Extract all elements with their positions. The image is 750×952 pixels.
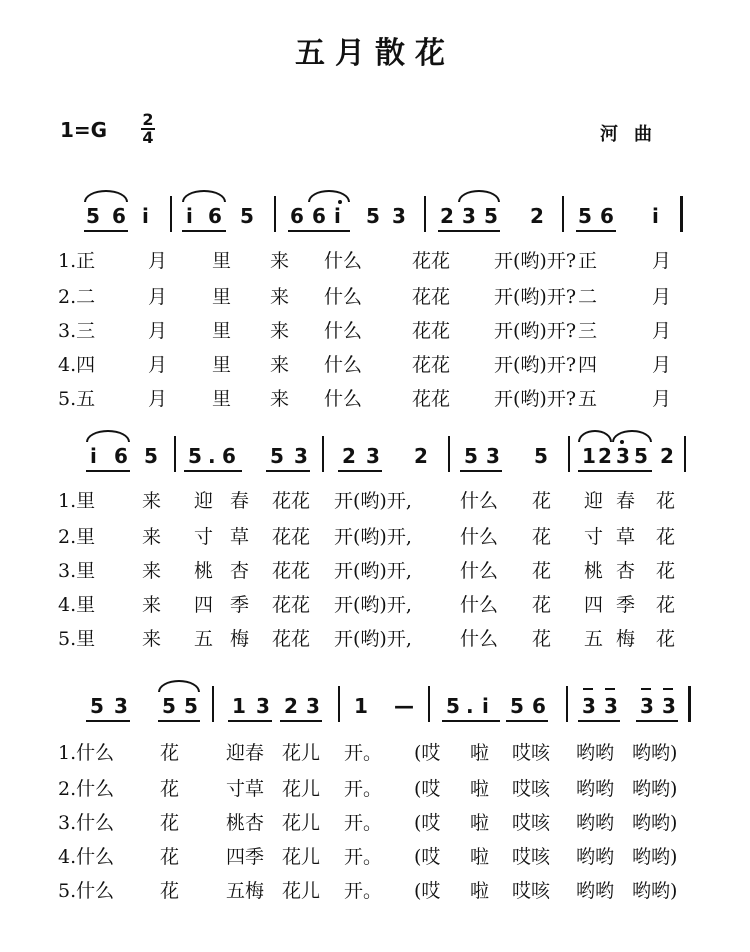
barline [322, 436, 324, 472]
lyric-word: 哎咳 [512, 846, 551, 868]
beam-underline [576, 230, 616, 232]
lyric-word: 开。 [344, 778, 383, 800]
lyric-word: 花 [532, 490, 552, 512]
lyric-word: 什么 [460, 628, 499, 650]
lyric-word: 桃 [584, 560, 604, 582]
lyric-word: 四 [584, 594, 604, 616]
note: 3 [294, 444, 308, 468]
slur-arc [612, 430, 652, 442]
lyric-word: 四 [578, 354, 598, 376]
lyric-word: 四季 [226, 846, 265, 868]
note: 3 [616, 444, 630, 468]
lyric-word: 什么 [324, 354, 363, 376]
note: 5 [464, 444, 478, 468]
lyric-word: 3.什么 [58, 812, 115, 834]
accent-dash [605, 688, 615, 690]
lyric-word: 哟哟) [632, 880, 678, 902]
lyric-word: 哟哟 [576, 880, 615, 902]
lyric-line [0, 742, 750, 766]
lyric-word: 花 [656, 560, 676, 582]
lyric-word: 4.什么 [58, 846, 115, 868]
lyric-line [0, 628, 750, 652]
note: i [90, 444, 97, 468]
lyric-word: 花花 [272, 526, 311, 548]
note: 6 [114, 444, 128, 468]
note: 2 [660, 444, 674, 468]
lyric-word: 来 [270, 320, 290, 342]
beam-underline [184, 470, 242, 472]
lyric-word: 2.里 [58, 526, 96, 548]
note: 5 [446, 694, 460, 718]
lyric-word: 花花 [412, 250, 451, 272]
lyric-word: 花 [656, 526, 676, 548]
lyric-word: 来 [270, 354, 290, 376]
note: 3 [114, 694, 128, 718]
lyric-word: 二 [578, 286, 598, 308]
lyric-word: 迎春 [226, 742, 265, 764]
lyric-word: 哟哟 [576, 742, 615, 764]
lyric-word: 月 [652, 250, 672, 272]
lyric-word: 啦 [470, 812, 490, 834]
lyric-word: 花儿 [282, 812, 321, 834]
lyric-word: 花儿 [282, 846, 321, 868]
barline [562, 196, 564, 232]
lyric-word: 哟哟) [632, 846, 678, 868]
lyric-word: 2.什么 [58, 778, 115, 800]
lyric-word: 哟哟 [576, 846, 615, 868]
lyric-word: 1.里 [58, 490, 96, 512]
note: 5 [366, 204, 380, 228]
lyric-word: 哎咳 [512, 812, 551, 834]
note: 3 [604, 694, 618, 718]
lyric-word: 什么 [324, 286, 363, 308]
lyric-word: 什么 [460, 526, 499, 548]
lyric-line [0, 250, 750, 274]
lyric-word: 花 [160, 742, 180, 764]
lyric-word: 里 [212, 388, 232, 410]
beam-underline [288, 230, 350, 232]
lyric-word: 月 [148, 320, 168, 342]
lyric-word: 哟哟 [576, 778, 615, 800]
lyric-word: (哎 [414, 846, 441, 868]
song-source: 河曲 [600, 124, 668, 145]
note: — [394, 694, 414, 718]
lyric-word: 来 [142, 560, 162, 582]
lyric-word: 花儿 [282, 880, 321, 902]
note: 5 [534, 444, 548, 468]
lyric-word: 啦 [470, 742, 490, 764]
lyric-word: 开(哟)开? [494, 320, 577, 342]
lyric-word: 五梅 [226, 880, 265, 902]
lyric-word: 3.三 [58, 320, 96, 342]
note: 5 [86, 204, 100, 228]
note: . [466, 694, 474, 718]
lyric-line [0, 526, 750, 550]
beam-underline [460, 470, 502, 472]
beam-underline [86, 720, 130, 722]
lyric-line [0, 490, 750, 514]
barline [174, 436, 176, 472]
beam-underline [182, 230, 226, 232]
lyric-word: 1.正 [58, 250, 96, 272]
lyric-word: 什么 [324, 388, 363, 410]
lyric-word: 花 [656, 490, 676, 512]
time-signature-bottom: 4 [142, 128, 154, 147]
lyric-word: 哎咳 [512, 742, 551, 764]
lyric-word: 开(哟)开? [494, 388, 577, 410]
lyric-word: 月 [148, 250, 168, 272]
accent-dash [663, 688, 673, 690]
lyric-word: 花 [160, 880, 180, 902]
note: i [186, 204, 193, 228]
lyric-word: 春 [616, 490, 636, 512]
lyric-word: 5.里 [58, 628, 96, 650]
note: i [334, 204, 341, 228]
lyric-line [0, 846, 750, 870]
beam-underline [338, 470, 382, 472]
lyric-word: 月 [148, 388, 168, 410]
note: 5 [240, 204, 254, 228]
note: 5 [188, 444, 202, 468]
lyric-word: 五 [578, 388, 598, 410]
lyric-word: 花花 [412, 354, 451, 376]
lyric-word: 什么 [460, 560, 499, 582]
lyric-word: 开(哟)开, [334, 490, 412, 512]
lyric-word: 开(哟)开, [334, 594, 412, 616]
barline [274, 196, 276, 232]
note: 2 [440, 204, 454, 228]
lyric-word: 来 [270, 286, 290, 308]
note: 3 [486, 444, 500, 468]
lyric-line [0, 594, 750, 618]
note: i [142, 204, 149, 228]
note: 5 [144, 444, 158, 468]
note: 3 [640, 694, 654, 718]
slur-arc [182, 190, 226, 202]
note: 2 [598, 444, 612, 468]
note: 6 [208, 204, 222, 228]
barline [448, 436, 450, 472]
barline [566, 686, 568, 722]
lyric-word: 4.四 [58, 354, 96, 376]
lyric-word: 月 [148, 286, 168, 308]
lyric-line [0, 388, 750, 412]
beam-underline [228, 720, 272, 722]
lyric-word: 里 [212, 354, 232, 376]
lyric-word: 什么 [324, 320, 363, 342]
lyric-word: 正 [578, 250, 598, 272]
lyric-word: 什么 [460, 490, 499, 512]
note: 2 [530, 204, 544, 228]
lyric-word: 花 [532, 628, 552, 650]
lyric-word: 开(哟)开, [334, 526, 412, 548]
slur-arc [308, 190, 350, 202]
lyric-word: 花 [160, 846, 180, 868]
lyric-word: 月 [652, 286, 672, 308]
accent-dash [583, 688, 593, 690]
lyric-word: 5.什么 [58, 880, 115, 902]
lyric-word: 三 [578, 320, 598, 342]
note: 2 [342, 444, 356, 468]
note: 6 [532, 694, 546, 718]
slur-arc [86, 430, 130, 442]
lyric-word: 梅 [616, 628, 636, 650]
lyric-word: 花儿 [282, 778, 321, 800]
lyric-word: 花花 [412, 388, 451, 410]
lyric-word: 桃杏 [226, 812, 265, 834]
note: 6 [312, 204, 326, 228]
lyric-word: (哎 [414, 778, 441, 800]
note: 6 [290, 204, 304, 228]
octave-dot [620, 440, 624, 444]
lyric-word: 花花 [272, 628, 311, 650]
lyric-word: 五 [194, 628, 214, 650]
beam-underline [84, 230, 128, 232]
octave-dot [338, 200, 342, 204]
lyric-word: 哟哟) [632, 812, 678, 834]
lyric-word: 月 [652, 354, 672, 376]
lyric-word: 迎 [584, 490, 604, 512]
lyric-word: 开。 [344, 846, 383, 868]
lyric-word: 四 [194, 594, 214, 616]
lyric-line [0, 560, 750, 584]
lyric-word: (哎 [414, 880, 441, 902]
lyric-word: 梅 [230, 628, 250, 650]
note: 5 [90, 694, 104, 718]
barline [684, 436, 686, 472]
barline [688, 686, 691, 722]
lyric-word: 啦 [470, 778, 490, 800]
lyric-word: 花花 [272, 560, 311, 582]
lyric-word: 来 [142, 594, 162, 616]
barline [338, 686, 340, 722]
lyric-word: 啦 [470, 846, 490, 868]
lyric-word: 什么 [460, 594, 499, 616]
slur-arc [458, 190, 500, 202]
lyric-word: 季 [230, 594, 250, 616]
song-title: 五月散花 [295, 36, 455, 71]
beam-underline [506, 720, 548, 722]
note: 5 [184, 694, 198, 718]
lyric-line [0, 320, 750, 344]
lyric-word: 4.里 [58, 594, 96, 616]
lyric-word: 花儿 [282, 742, 321, 764]
lyric-word: 什么 [324, 250, 363, 272]
lyric-word: 开。 [344, 880, 383, 902]
beam-underline [636, 720, 678, 722]
lyric-word: 开(哟)开? [494, 354, 577, 376]
lyric-word: 寸草 [226, 778, 265, 800]
lyric-word: 杏 [230, 560, 250, 582]
lyric-word: 开(哟)开, [334, 560, 412, 582]
lyric-word: 月 [652, 388, 672, 410]
note: 5 [510, 694, 524, 718]
lyric-word: 春 [230, 490, 250, 512]
lyric-word: 五 [584, 628, 604, 650]
time-signature [141, 112, 155, 146]
lyric-word: 寸 [194, 526, 214, 548]
lyric-word: 开(哟)开, [334, 628, 412, 650]
beam-underline [280, 720, 322, 722]
note: 1 [582, 444, 596, 468]
note: 1 [354, 694, 368, 718]
lyric-word: 花 [656, 594, 676, 616]
lyric-word: 3.里 [58, 560, 96, 582]
lyric-word: 花花 [272, 594, 311, 616]
key-signature: 1=G [60, 118, 108, 142]
note: 3 [392, 204, 406, 228]
lyric-word: 1.什么 [58, 742, 115, 764]
note: 5 [162, 694, 176, 718]
lyric-line [0, 880, 750, 904]
lyric-word: 桃 [194, 560, 214, 582]
lyric-word: 来 [142, 526, 162, 548]
note: 3 [306, 694, 320, 718]
lyric-word: (哎 [414, 742, 441, 764]
lyric-word: 开。 [344, 742, 383, 764]
lyric-word: 花花 [412, 320, 451, 342]
beam-underline [86, 470, 130, 472]
lyric-word: 花 [160, 812, 180, 834]
note: 2 [414, 444, 428, 468]
lyric-line [0, 286, 750, 310]
note: 5 [578, 204, 592, 228]
lyric-word: 迎 [194, 490, 214, 512]
lyric-word: 杏 [616, 560, 636, 582]
lyric-word: 里 [212, 250, 232, 272]
lyric-word: 开(哟)开? [494, 250, 577, 272]
lyric-word: 5.五 [58, 388, 96, 410]
note: 3 [366, 444, 380, 468]
note: 6 [600, 204, 614, 228]
beam-underline [158, 720, 200, 722]
note: 3 [582, 694, 596, 718]
lyric-word: 哟哟) [632, 778, 678, 800]
lyric-word: 月 [148, 354, 168, 376]
lyric-word: 啦 [470, 880, 490, 902]
lyric-word: 花花 [412, 286, 451, 308]
lyric-word: 里 [212, 320, 232, 342]
lyric-word: 里 [212, 286, 232, 308]
lyric-word: 草 [230, 526, 250, 548]
note: 1 [232, 694, 246, 718]
note: 3 [256, 694, 270, 718]
note: . [208, 444, 216, 468]
beam-underline [442, 720, 500, 722]
beam-underline [578, 720, 620, 722]
lyric-word: 花 [532, 526, 552, 548]
slur-arc [84, 190, 128, 202]
lyric-word: 哟哟) [632, 742, 678, 764]
barline [212, 686, 214, 722]
lyric-line [0, 778, 750, 802]
lyric-word: 来 [270, 250, 290, 272]
lyric-word: 来 [142, 490, 162, 512]
lyric-line [0, 812, 750, 836]
lyric-word: 月 [652, 320, 672, 342]
lyric-word: 花 [532, 594, 552, 616]
barline [680, 196, 683, 232]
note: 6 [112, 204, 126, 228]
note: 5 [484, 204, 498, 228]
note: 3 [662, 694, 676, 718]
slur-arc [158, 680, 200, 692]
lyric-word: 草 [616, 526, 636, 548]
lyric-word: 花花 [272, 490, 311, 512]
lyric-word: 季 [616, 594, 636, 616]
lyric-word: 来 [142, 628, 162, 650]
lyric-word: 花 [532, 560, 552, 582]
barline [428, 686, 430, 722]
lyric-word: 哟哟 [576, 812, 615, 834]
beam-underline [438, 230, 500, 232]
barline [424, 196, 426, 232]
barline [568, 436, 570, 472]
lyric-word: 花 [160, 778, 180, 800]
lyric-word: 2.二 [58, 286, 96, 308]
lyric-word: 开(哟)开? [494, 286, 577, 308]
note: i [652, 204, 659, 228]
accent-dash [641, 688, 651, 690]
note: i [482, 694, 489, 718]
barline [170, 196, 172, 232]
beam-underline [266, 470, 310, 472]
lyric-word: (哎 [414, 812, 441, 834]
note: 5 [270, 444, 284, 468]
lyric-line [0, 354, 750, 378]
slur-arc [578, 430, 612, 442]
time-signature-top: 2 [142, 110, 154, 129]
lyric-word: 花 [656, 628, 676, 650]
lyric-word: 来 [270, 388, 290, 410]
lyric-word: 寸 [584, 526, 604, 548]
note: 3 [462, 204, 476, 228]
beam-underline [578, 470, 652, 472]
lyric-word: 哎咳 [512, 880, 551, 902]
note: 6 [222, 444, 236, 468]
lyric-word: 哎咳 [512, 778, 551, 800]
note: 5 [634, 444, 648, 468]
note: 2 [284, 694, 298, 718]
lyric-word: 开。 [344, 812, 383, 834]
